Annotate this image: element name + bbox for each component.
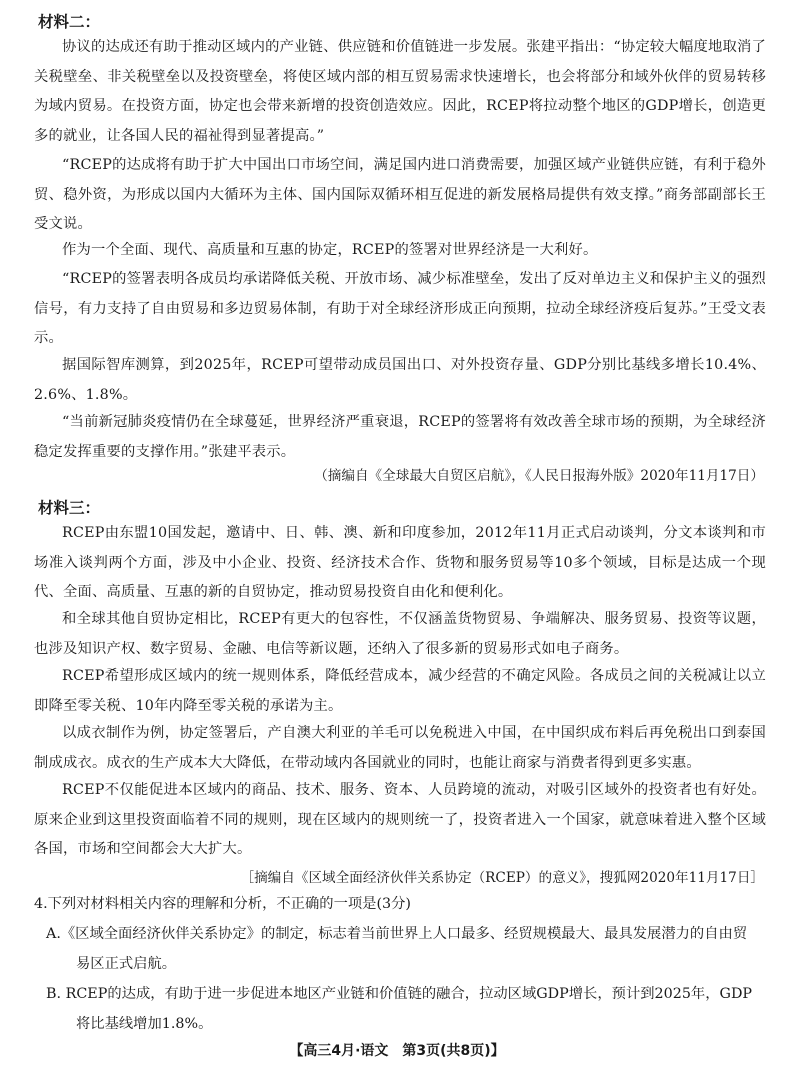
material3-heading: 材料三： [38, 499, 101, 517]
material2-paragraph-2: “RCEP的达成将有助于扩大中国出口市场空间，满足国内进口消费需要，加强区域产业链供应链，有利于稳外贸、稳外资，为形成以国内大循环为主体、国内国际双循环相互促进的新发展格局提供有效支撑。”商务部副部长王受文说。 [34, 157, 766, 232]
material3-paragraph-1: RCEP由东盟10国发起，邀请中、日、韩、澳、新和印度参加，2012年11月正式启动谈判，分文本谈判和市场准入谈判两个方面，涉及中小企业、投资、经济技术合作、货物和服务贸易等10多个领域，目标是达成一个现代、全面、高质量、互惠的新的自贸协定，推动贸易投资自由化和便利化。 [34, 525, 766, 600]
material2-paragraph-4: “RCEP的签署表明各成员均承诺降低关税、开放市场、减少标准壁垒，发出了反对单边主义和保护主义的强烈信号，有力支持了自由贸易和多边贸易体制，有助于对全球经济形成正向预期，拉动全球经济疫后复苏。”王受文表示。 [34, 271, 766, 346]
material2-paragraph-1: 协议的达成还有助于推动区域内的产业链、供应链和价值链进一步发展。张建平指出：“协定较大幅度地取消了关税壁垒、非关税壁垒以及投资壁垒，将使区域内部的相互贸易需求快速增长，也会将部分和域外伙伴的贸易转移为域内贸易。在投资方面，协定也会带来新增的投资创造效应。因此，RCEP将拉动整个地区的GDP增长，创造更多的就业，让各国人民的福祉得到显著提高。” [34, 39, 766, 144]
option-b-line-2: 将比基线增加1.8%。 [76, 1015, 213, 1032]
material2-paragraph-6: “当前新冠肺炎疫情仍在全球蔓延，世界经济严重衰退，RCEP的签署将有效改善全球市场的预期，为全球经济稳定发挥重要的支撑作用。”张建平表示。 [34, 414, 766, 460]
material3-paragraph-2: 和全球其他自贸协定相比，RCEP有更大的包容性，不仅涵盖货物贸易、争端解决、服务贸易、投资等议题，也涉及知识产权、数字贸易、金融、电信等新议题，还纳入了很多新的贸易形式如电子商务。 [34, 611, 766, 657]
option-a-line-2: 易区正式启航。 [76, 955, 177, 972]
material3-source: ［摘编自《区域全面经济伙伴关系协定（RCEP）的意义》，搜狐网2020年11月17日］ [240, 870, 764, 886]
option-b-line-1: B. RCEP的达成，有助于进一步促进本地区产业链和价值链的融合，拉动区域GDP增长，预计到2025年，GDP [46, 986, 753, 1002]
material2-heading: 材料二： [38, 13, 101, 31]
material2-source: （摘编自《全球最大自贸区启航》，《人民日报海外版》2020年11月17日） [314, 468, 764, 484]
option-a[interactable] [46, 920, 768, 979]
material2-paragraph-5: 据国际智库测算，到2025年，RCEP可望带动成员国出口、对外投资存量、GDP分别比基线多增长10.4%、2.6%、1.8%。 [34, 357, 766, 403]
material3-paragraph-4: 以成衣制作为例，协定签署后，产自澳大利亚的羊毛可以免税进入中国，在中国织成布料后再免税出口到泰国制成成衣。成衣的生产成本大大降低，在带动域内各国就业的同时，也能让商家与消费者得到更多实惠。 [34, 725, 766, 771]
question-stem: 4.下列对材料相关内容的理解和分析，不正确的一项是(3分) [34, 896, 412, 912]
material2-paragraph-3: 作为一个全面、现代、高质量和互惠的协定，RCEP的签署对世界经济是一大利好。 [62, 242, 598, 258]
option-a-line-1: A.《区域全面经济伙伴关系协定》的制定，标志着当前世界上人口最多、经贸规模最大、最具发展潜力的自由贸 [46, 926, 748, 942]
material3-paragraph-5: RCEP不仅能促进本区域内的商品、技术、服务、资本、人员跨境的流动，对吸引区域外的投资者也有好处。原来企业到这里投资面临着不同的规则，现在区域内的规则统一了，投资者进入一个国家，就意味着进入整个区域各国，市场和空间都会大大扩大。 [34, 782, 766, 857]
option-b[interactable] [46, 980, 768, 1039]
material3-paragraph-3: RCEP希望形成区域内的统一规则体系，降低经营成本，减少经营的不确定风险。各成员之间的关税减让以立即降至零关税、10年内降至零关税的承诺为主。 [34, 668, 766, 714]
page-footer: 【高三4月·语文 第3页(共8页)】 [289, 1043, 505, 1059]
